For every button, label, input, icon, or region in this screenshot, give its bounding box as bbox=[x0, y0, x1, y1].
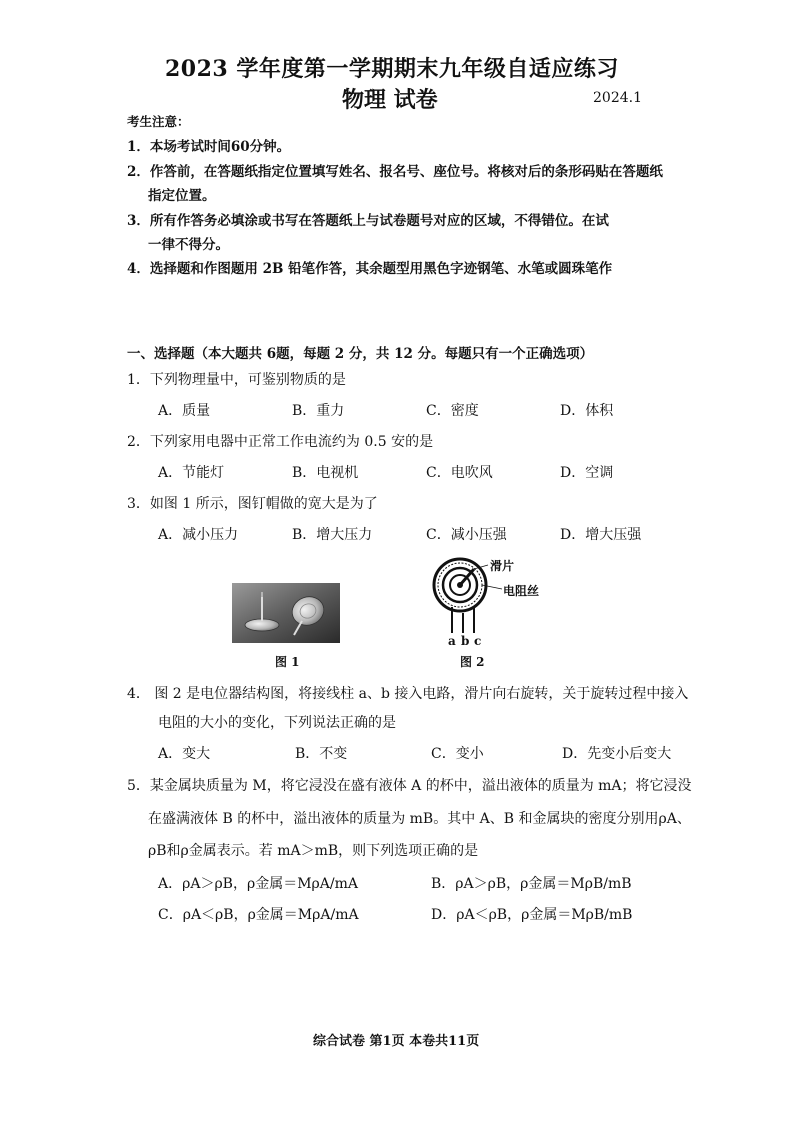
notice-item-3: 3．所有作答务必填涂或书写在答题纸上与试卷题号对应的区域，不得错位。在试 bbox=[127, 213, 609, 229]
question-2-option-a: A．节能灯 bbox=[158, 465, 225, 481]
notice-item-2: 2．作答前，在答题纸指定位置填写姓名、报名号、座位号。将核对后的条形码贴在答题纸 bbox=[127, 164, 663, 180]
question-4-option-b: B．不变 bbox=[295, 746, 348, 762]
notice-heading: 考生注意： bbox=[127, 114, 190, 129]
question-2-option-c: C．电吹风 bbox=[426, 465, 493, 481]
question-2-option-d: D．空调 bbox=[560, 465, 614, 481]
question-1-stem: 1．下列物理量中，可鉴别物质的是 bbox=[127, 372, 346, 388]
notice-item-4: 4．选择题和作图题用 2B 铅笔作答，其余题型用黑色字迹钢笔、水笔或圆珠笔作 bbox=[127, 261, 613, 277]
question-3-option-d: D．增大压强 bbox=[560, 527, 642, 543]
question-5-option-c: C．ρA＜ρB，ρ金属＝MρA/mA bbox=[158, 907, 359, 923]
section-heading: 一、选择题（本大题共 6题，每题 2 分，共 12 分。每题只有一个正确选项） bbox=[127, 346, 594, 362]
question-2-stem: 2．下列家用电器中正常工作电流约为 0.5 安的是 bbox=[127, 434, 434, 450]
question-4-stem-line-2: 电阻的大小的变化，下列说法正确的是 bbox=[158, 715, 396, 731]
question-4-option-c: C．变小 bbox=[431, 746, 484, 762]
question-5-line-3: ρB和ρ金属表示。若 mA＞mB，则下列选项正确的是 bbox=[148, 843, 479, 859]
question-5-line-2: 在盛满液体 B 的杯中，溢出液体的质量为 mB。其中 A、B 和金属块的密度分别用ρA、 bbox=[148, 811, 691, 827]
question-5-option-a: A．ρA＞ρB，ρ金属＝MρA/mA bbox=[158, 876, 358, 892]
question-4-option-a: A．变大 bbox=[158, 746, 211, 762]
question-4-stem-line-1: 4． 图 2 是电位器结构图，将接线柱 a、b 接入电路，滑片向右旋转，关于旋转过程中接入 bbox=[127, 686, 689, 702]
figure-2-label-slider: 滑片 bbox=[490, 559, 515, 573]
figure-1-caption: 图 1 bbox=[275, 655, 300, 669]
question-3-option-a: A．减小压力 bbox=[158, 527, 239, 543]
question-4-option-d: D．先变小后变大 bbox=[562, 746, 672, 762]
exam-subtitle: 物理 试卷 bbox=[342, 87, 438, 113]
question-3-stem: 3．如图 1 所示，图钉帽做的宽大是为了 bbox=[127, 496, 378, 512]
question-1-option-b: B．重力 bbox=[292, 403, 345, 419]
notice-item-2-cont: 指定位置。 bbox=[148, 188, 216, 204]
question-5-option-b: B．ρA＞ρB，ρ金属＝MρB/mB bbox=[431, 876, 632, 892]
figure-2-terminal-a: a bbox=[448, 634, 456, 648]
question-1-option-a: A．质量 bbox=[158, 403, 211, 419]
question-2-option-b: B．电视机 bbox=[292, 465, 359, 481]
figure-2-label-resistance-wire: 电阻丝 bbox=[503, 584, 540, 598]
figure-1-thumbtacks-photo bbox=[232, 583, 340, 643]
exam-title: 2023 学年度第一学期期末九年级自适应练习 bbox=[165, 56, 619, 82]
question-5-option-d: D．ρA＜ρB，ρ金属＝MρB/mB bbox=[431, 907, 633, 923]
question-1-option-d: D．体积 bbox=[560, 403, 614, 419]
page-footer: 综合试卷 第1页 本卷共11页 bbox=[313, 1034, 480, 1049]
figure-2-terminal-c: c bbox=[474, 634, 482, 648]
figure-2-terminal-b: b bbox=[461, 634, 470, 648]
exam-date: 2024.1 bbox=[593, 90, 642, 106]
question-1-option-c: C．密度 bbox=[426, 403, 479, 419]
notice-item-1: 1．本场考试时间60分钟。 bbox=[127, 139, 291, 155]
question-5-line-1: 5．某金属块质量为 M，将它浸没在盛有液体 A 的杯中，溢出液体的质量为 mA；将它浸没 bbox=[127, 778, 692, 794]
question-3-option-b: B．增大压力 bbox=[292, 527, 373, 543]
notice-item-3-cont: 一律不得分。 bbox=[148, 237, 229, 253]
question-3-option-c: C．减小压强 bbox=[426, 527, 507, 543]
figure-2-caption: 图 2 bbox=[460, 655, 485, 669]
